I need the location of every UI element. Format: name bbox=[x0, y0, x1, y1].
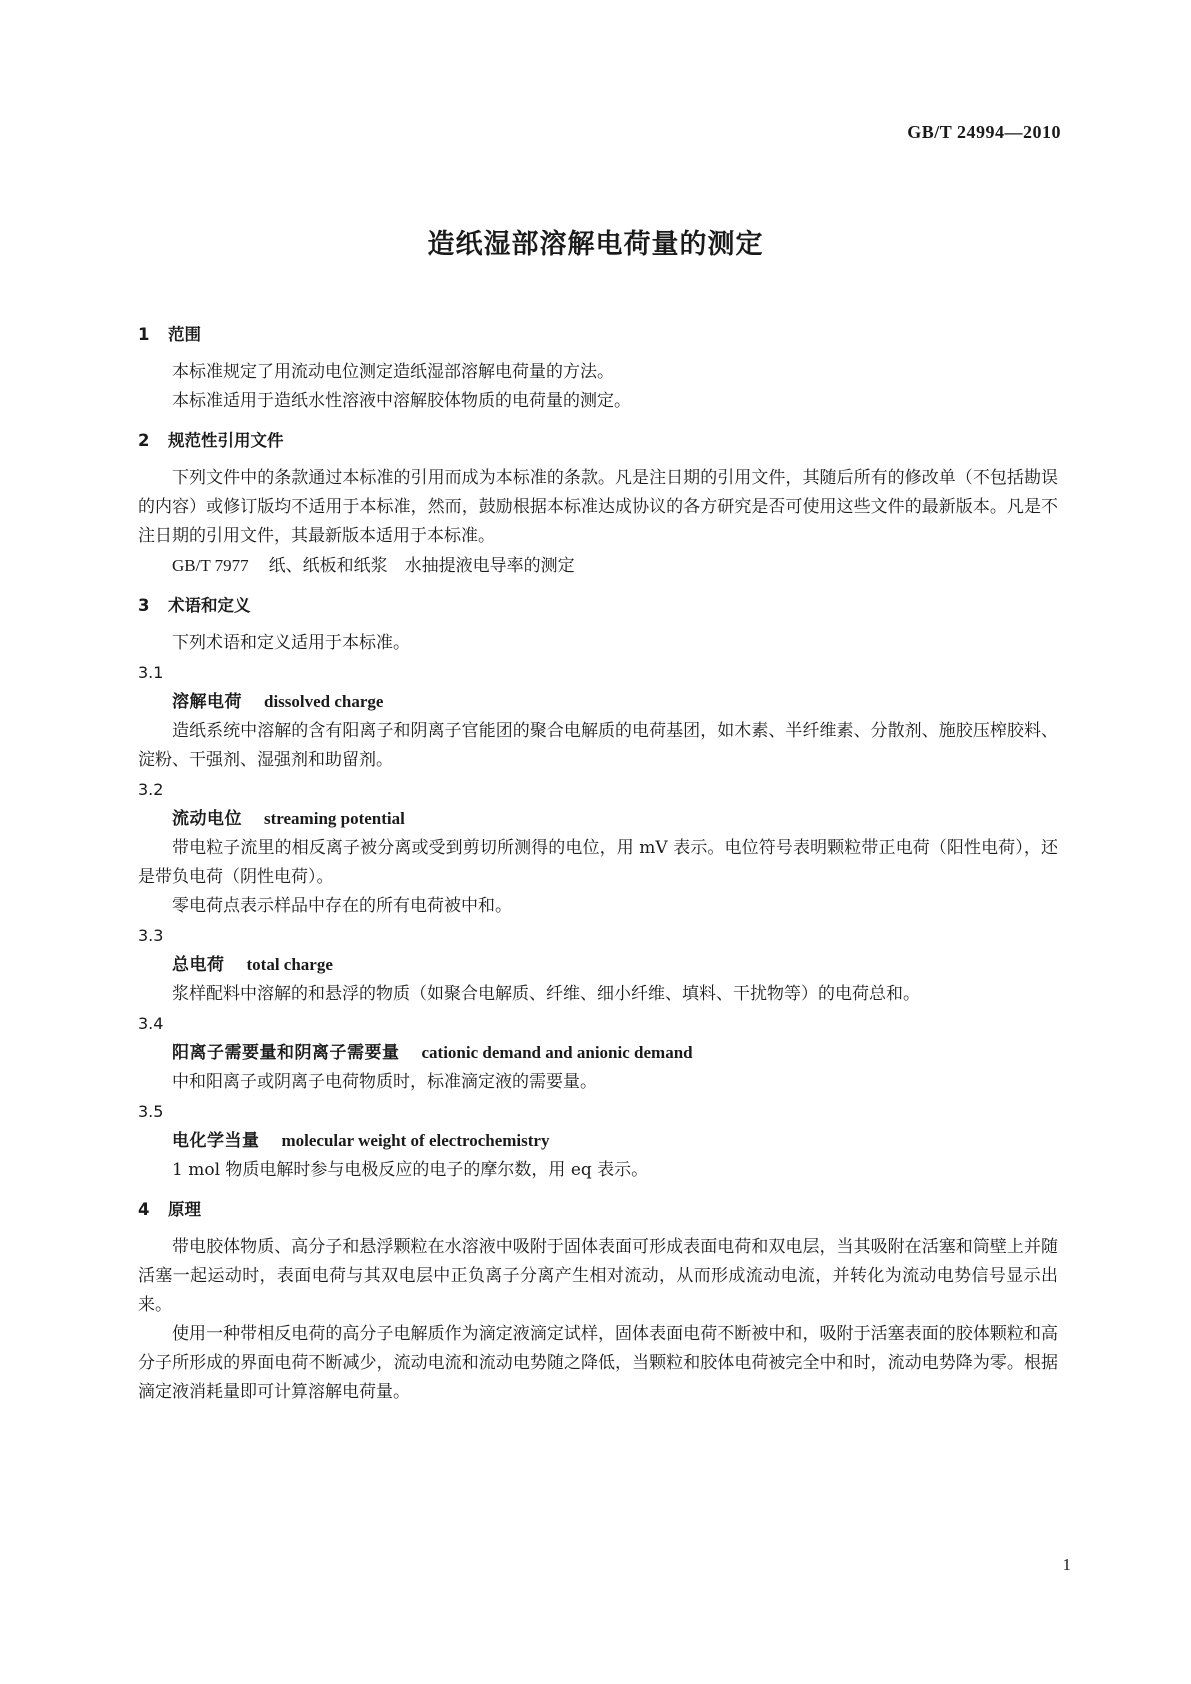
section-heading-principle bbox=[138, 1195, 1058, 1225]
term-english: total charge bbox=[246, 955, 333, 974]
term-heading bbox=[138, 1038, 1058, 1068]
section-title: 术语和定义 bbox=[168, 596, 251, 615]
section-title: 范围 bbox=[168, 325, 201, 344]
term-chinese: 阳离子需要量和阴离子需要量 bbox=[172, 1043, 400, 1063]
term-english: cationic demand and anionic demand bbox=[421, 1043, 693, 1062]
term-chinese: 电化学当量 bbox=[172, 1131, 260, 1151]
section-number: 3 bbox=[138, 596, 150, 615]
section-number: 4 bbox=[138, 1200, 150, 1219]
term-english: dissolved charge bbox=[264, 692, 384, 711]
term-note: 零电荷点表示样品中存在的所有电荷被中和。 bbox=[172, 896, 512, 916]
paragraph: 下列术语和定义适用于本标准。 bbox=[172, 633, 410, 653]
term-chinese: 溶解电荷 bbox=[172, 692, 242, 712]
term-heading bbox=[138, 804, 1058, 834]
term-number: 3.5 bbox=[138, 1102, 164, 1121]
term-english: molecular weight of electrochemistry bbox=[281, 1131, 550, 1150]
paragraph: 使用一种带相反电荷的高分子电解质作为滴定液滴定试样，固体表面电荷不断被中和，吸附于活塞表面的胶体颗粒和高分子所形成的界面电荷不断减少，流动电流和流动电势随之降低，当颗粒和胶体电荷被完全中和时，流动电势降为零。根据滴定液消耗量即可计算溶解电荷量。 bbox=[138, 1324, 1058, 1402]
paragraph: 本标准适用于造纸水性溶液中溶解胶体物质的电荷量的测定。 bbox=[172, 391, 631, 411]
term-heading bbox=[138, 1126, 1058, 1156]
term-definition: 造纸系统中溶解的含有阳离子和阴离子官能团的聚合电解质的电荷基团，如木素、半纤维素、分散剂、施胶压榨胶料、淀粉、干强剂、湿强剂和助留剂。 bbox=[138, 721, 1058, 770]
term-number: 3.3 bbox=[138, 926, 164, 945]
section-heading-terms-definitions bbox=[138, 591, 1058, 621]
page-number: 1 bbox=[1062, 1555, 1071, 1574]
reference-title: 纸、纸板和纸浆 水抽提液电导率的测定 bbox=[268, 556, 575, 576]
section-title: 原理 bbox=[168, 1200, 201, 1219]
section-number: 1 bbox=[138, 325, 150, 344]
standard-number: GB/T 24994—2010 bbox=[907, 122, 1061, 142]
paragraph: 带电胶体物质、高分子和悬浮颗粒在水溶液中吸附于固体表面可形成表面电荷和双电层，当其吸附在活塞和筒壁上并随活塞一起运动时，表面电荷与其双电层中正负离子分离产生相对流动，从而形成流动电流，并转化为流动电势信号显示出来。 bbox=[138, 1237, 1058, 1315]
term-number: 3.2 bbox=[138, 780, 164, 799]
term-heading bbox=[138, 687, 1058, 717]
document-title: 造纸湿部溶解电荷量的测定 bbox=[427, 229, 764, 260]
term-definition: 中和阳离子或阴离子电荷物质时，标准滴定液的需要量。 bbox=[172, 1072, 597, 1092]
term-chinese: 流动电位 bbox=[172, 809, 242, 829]
section-number: 2 bbox=[138, 431, 150, 450]
term-definition: 浆样配料中溶解的和悬浮的物质（如聚合电解质、纤维、细小纤维、填料、干扰物等）的电荷总和。 bbox=[172, 984, 920, 1004]
term-definition: 带电粒子流里的相反离子被分离或受到剪切所测得的电位，用 mV 表示。电位符号表明颗粒带正电荷（阳性电荷），还是带负电荷（阴性电荷）。 bbox=[138, 838, 1058, 887]
paragraph: 本标准规定了用流动电位测定造纸湿部溶解电荷量的方法。 bbox=[172, 362, 614, 382]
document-body bbox=[138, 320, 1058, 1407]
term-english: streaming potential bbox=[264, 809, 405, 828]
term-number: 3.4 bbox=[138, 1014, 164, 1033]
term-definition: 1 mol 物质电解时参与电极反应的电子的摩尔数，用 eq 表示。 bbox=[172, 1160, 649, 1180]
section-heading-scope bbox=[138, 320, 1058, 350]
reference-entry bbox=[138, 551, 1058, 581]
term-heading bbox=[138, 950, 1058, 980]
term-chinese: 总电荷 bbox=[172, 955, 225, 975]
paragraph: 下列文件中的条款通过本标准的引用而成为本标准的条款。凡是注日期的引用文件，其随后所有的修改单（不包括勘误的内容）或修订版均不适用于本标准，然而，鼓励根据本标准达成协议的各方研究是否可使用这些文件的最新版本。凡是不注日期的引用文件，其最新版本适用于本标准。 bbox=[138, 468, 1058, 546]
section-heading-normative-references bbox=[138, 426, 1058, 456]
reference-code: GB/T 7977 bbox=[172, 556, 249, 575]
section-title: 规范性引用文件 bbox=[168, 431, 284, 450]
term-number: 3.1 bbox=[138, 663, 164, 682]
